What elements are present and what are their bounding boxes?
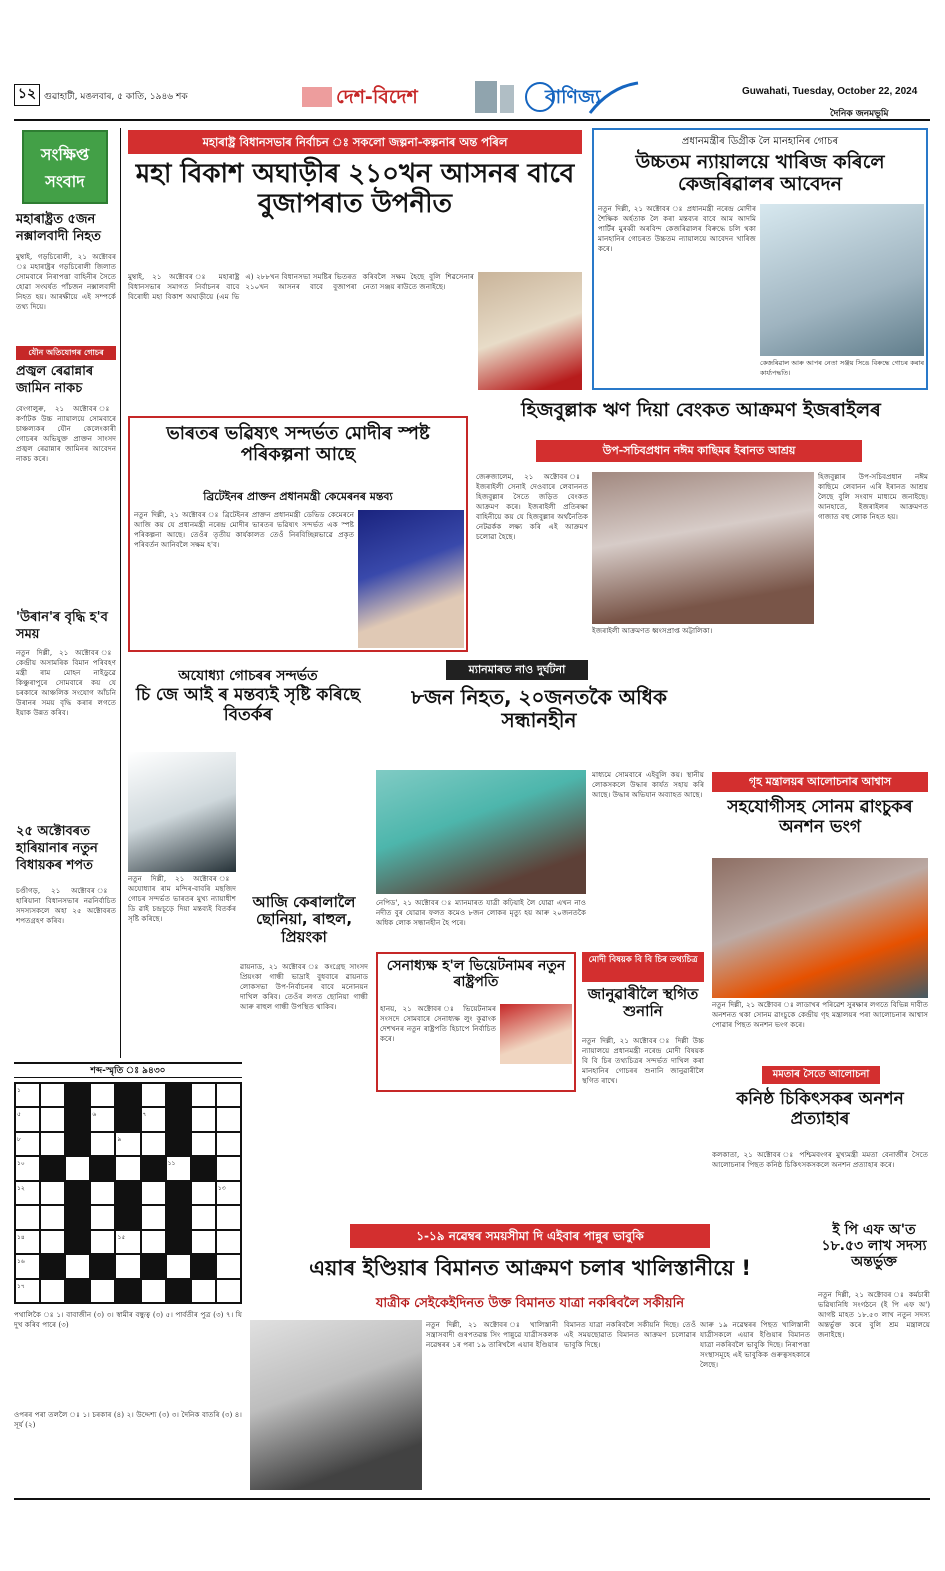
crossword-cell: ১৩ <box>216 1181 241 1205</box>
crossword-cell <box>216 1156 241 1180</box>
maharashtra-body: মুম্বাই, ২১ অক্টোবৰ ঃ মহাৰাষ্ট্ৰ বিধানসভাৰ সমাগত নিৰ্বাচনৰ বাবে বিৰোধী মহা বিকাশ অঘাড়ীয়ে (এম ভি এ) ২৮৮খন বিধানসভা সমষ্টিৰ ভিতৰত ২১০খন আসনৰ বাবে বুজাপৰা কৰিবলৈ সক্ষম হৈছে বুলি শিৱসেনাৰ নেতা সঞ্জয় ৰাউতে জনাইছে। <box>128 272 474 301</box>
vietnam-body: হানয়, ২১ অক্টোবৰ ঃ ভিয়েটনামৰ সংসদে সোমবাৰে সেনাধ্যক্ষ লুং কুৱাংক দেশখনৰ নতুন ৰাষ্ট্ৰপতি হিচাপে নিৰ্বাচিত কৰে। <box>380 1004 496 1043</box>
crossword-cell <box>90 1181 115 1205</box>
air-india-kicker: ১-১৯ নৱেম্বৰ সময়সীমা দি এইবাৰ পান্নুৰ ভাবুকি <box>350 1224 710 1248</box>
crossword-cell <box>216 1083 241 1107</box>
left-column-divider <box>120 128 121 1058</box>
brief-box-line1: সংক্ষিপ্ত <box>40 145 90 164</box>
crossword-cell <box>191 1279 216 1303</box>
doctors-body: কলকাতা, ২১ অক্টোবৰ ঃ পশ্চিমবংগৰ মুখ্যমন্ত্ৰী মমতা বেনাৰ্জীৰ সৈতে আলোচনাৰ পিছত কনিষ্ঠ চিকিৎসকসকলে অনশন প্ৰত্যাহাৰ কৰে। <box>712 1150 928 1169</box>
crossword-cell <box>115 1156 140 1180</box>
modi-headline: ভাৰতৰ ভৱিষ্যৎ সন্দৰ্ভত মোদীৰ স্পষ্ট পৰিকল্পনা আছে <box>166 423 430 465</box>
crossword-cell <box>141 1279 166 1303</box>
epf-body: নতুন দিল্লী, ২১ অক্টোবৰ ঃ কৰ্মচাৰী ভৱিষ্যনিধি সংগঠনে (ই পি এফ অ') আগষ্ট মাহত ১৮.৫৩ লাখ নতুন সদস্য অন্তৰ্ভুক্ত কৰে বুলি শ্ৰম মন্ত্ৰালয়ে জনাইছে। <box>818 1290 930 1339</box>
crossword-cell <box>141 1254 166 1278</box>
crossword-cell <box>216 1254 241 1278</box>
crossword-cell <box>90 1156 115 1180</box>
crossword-cell <box>166 1254 191 1278</box>
crossword-cell: ১ <box>15 1083 40 1107</box>
crossword-cell <box>65 1083 90 1107</box>
vietnam-headline: সেনাধ্যক্ষ হ'ল ভিয়েটনামৰ নতুন ৰাষ্ট্ৰপতি <box>386 958 566 991</box>
crossword-cell <box>40 1132 65 1156</box>
brief4-title: ২৫ অক্টোবৰত হাৰিয়ানাৰ নতুন বিধায়কৰ শপত <box>16 824 98 873</box>
crossword-cell <box>141 1083 166 1107</box>
brief4-body: চণ্ডীগড়, ২১ অক্টোবৰ ঃ হাৰিয়ানা বিধানসভাৰ নৱনিৰ্বাচিত সদস্যসকলে অহা ২৫ অক্টোবৰত শপতগ্ৰহণ কৰিব। <box>16 886 116 925</box>
crossword-cell <box>40 1230 65 1254</box>
crossword-cell: ৭ <box>141 1107 166 1131</box>
brief1-body: মুম্বাই, গড়চিৰোলী, ২১ অক্টোবৰ ঃ মহাৰাষ্ট্ৰৰ গড়চিৰোলী জিলাত সোমবাৰে নিৰাপত্তা বাহিনীৰ সৈতে হোৱা সংঘৰ্ষত পাঁচজন নক্সালবাদী নিহত হয়। আৰক্ষীয়ে এই সম্পৰ্কে তথ্য দিয়ে। <box>16 252 116 311</box>
crossword-cell <box>115 1181 140 1205</box>
crossword-cell <box>65 1156 90 1180</box>
hezbollah-body-right: হিজবুল্লাৰ উপ-সচিবপ্ৰধান নঈম কাছিমে লেবানন এৰি ইৰানত আশ্ৰয় লৈছে বুলি সংবাদ মাধ্যমে জনাইছে। আনহাতে, ইজৰাইলৰ আক্ৰমণত গাজাত বহু লোক নিহত হয়। <box>818 472 928 521</box>
crossword-cell <box>216 1107 241 1131</box>
crossword-cell <box>65 1107 90 1131</box>
crossword-clues-down: ওপৰৰ পৰা তললৈ ঃ ১। চৰকাৰ (৪) ২। উদ্দেশ্য (৩) ৩। দৈনিক বাতৰি (৩) ৪। সূৰ্য (২) <box>14 1410 242 1429</box>
kejriwal-body: নতুন দিল্লী, ২১ অক্টোবৰ ঃ প্ৰধানমন্ত্ৰী নৰেন্দ্ৰ মোদীৰ শৈক্ষিক অৰ্হতাক লৈ কৰা মন্তব্যৰ বাবে আম আদমি পাৰ্টিৰ মুৰব্বী অৰবিন্দ কেজৰিৱালৰ বিৰুদ্ধে চলি থকা মানহানিৰ গোচৰত উচ্চতম ন্যায়ালয়ে আবেদন খাৰিজ কৰে। <box>598 204 756 253</box>
crossword-cell <box>65 1254 90 1278</box>
crossword-cell <box>216 1205 241 1229</box>
myanmar-body-right: মাধ্যমে সোমবাৰে এইবুলি কয়। স্থানীয় লোকসকলে উদ্ধাৰ কাৰ্যত সহায় কৰি আছে। উদ্ধাৰ অভিযান অব্যাহত আছে। <box>592 770 704 799</box>
crossword-cell <box>216 1132 241 1156</box>
brief1-title: মহাৰাষ্ট্ৰত ৫জন নক্সালবাদী নিহত <box>16 212 101 244</box>
crossword-cell <box>166 1230 191 1254</box>
crossword-title: শব্দ-স্মৃতি ঃ ৯৪৩০ <box>14 1062 242 1078</box>
myanmar-kicker: ম্যানমাৰত নাও দুৰ্ঘটনা <box>446 660 588 680</box>
myanmar-body: নেপিড', ২১ অক্টোবৰ ঃ ম্যানমাৰত যাত্ৰী কঢ়িয়াই লৈ যোৱা এখন নাও নদীত বুৰ যোৱাৰ ফলত কমেও ৮জন লোকৰ মৃত্যু হয় আৰু ২০জনতকৈ অধিক লোক সন্ধানহীন হৈ পৰে। <box>376 898 586 927</box>
crossword-cell <box>166 1181 191 1205</box>
crossword-cell <box>166 1279 191 1303</box>
brief2-kicker: যৌন অতিযোগৰ গোচৰ <box>16 346 116 360</box>
crossword-cell <box>166 1205 191 1229</box>
crossword-cell <box>40 1107 65 1131</box>
modi-body: নতুন দিল্লী, ২১ অক্টোবৰ ঃ ব্ৰিটেইনৰ প্ৰাক্তন প্ৰধানমন্ত্ৰী ডেভিড কেমেৰনে আজি কয় যে প্ৰধানমন্ত্ৰী নৰেন্দ্ৰ মোদীৰ ভাৰতৰ ভৱিষ্যৎ সন্দৰ্ভত এক স্পষ্ট পৰিকল্পনা আছে। তেওঁৰ তৃতীয় কাৰ্যকালত তেওঁ নিৰবিচ্ছিন্নভাৱে প্ৰকৃত পৰিবৰ্তন আনিবলৈ সক্ষম হ'ব। <box>134 510 354 549</box>
crossword-cell <box>65 1132 90 1156</box>
air-india-photo <box>250 1320 422 1490</box>
crossword-cell <box>141 1205 166 1229</box>
crossword-cell: ৫ <box>15 1107 40 1131</box>
crossword-cell <box>90 1083 115 1107</box>
air-india-body-2: আৰু ১৯ নৱেম্বৰৰ পিছত খালিস্তানী যাত্ৰীসকলে এয়াৰ ইণ্ডিয়াৰ বিমানত যাত্ৰা নকৰিবলৈ ভাবুকি দিছে। নিৰাপত্তা সংস্থাসমূহে এই ভাবুকিক গুৰুত্বসহকাৰে লৈছে। <box>700 1320 810 1369</box>
modi-subhead: ব্ৰিটেইনৰ প্ৰাক্তন প্ৰধানমন্ত্ৰী কেমেৰনৰ মন্তব্য <box>203 490 393 503</box>
brief3-title: 'উৰান'ৰ বৃদ্ধি হ'ব সময় <box>16 610 108 642</box>
crossword-cell <box>65 1230 90 1254</box>
kerala-headline: আজি কেৰালালৈ ছোনিয়া, ৰাহুল, প্ৰিয়ংকা <box>252 893 356 946</box>
modi-photo <box>358 510 464 648</box>
section-title-banijya: বাণিজ্য <box>545 86 601 108</box>
maharashtra-photo <box>478 272 582 390</box>
crossword-cell <box>141 1181 166 1205</box>
crossword-cell: ৮ <box>15 1132 40 1156</box>
crossword-cell: ১০ <box>15 1156 40 1180</box>
section-masthead <box>300 77 640 117</box>
crossword-cell <box>191 1181 216 1205</box>
crossword-cell <box>65 1181 90 1205</box>
crossword-cell <box>40 1254 65 1278</box>
kejriwal-kicker: প্ৰধানমন্ত্ৰীৰ ডিগ্ৰীক লৈ মানহানিৰ গোচৰ <box>681 136 839 147</box>
crossword-cell <box>191 1254 216 1278</box>
maharashtra-kicker: মহাৰাষ্ট্ৰ বিধানসভাৰ নিৰ্বাচন ঃ সকলো জল্পনা-কল্পনাৰ অন্ত পৰিল <box>128 130 582 154</box>
crossword-cell: ৯ <box>115 1132 140 1156</box>
header-date-assamese: গুৱাহাটী, মঙলবাৰ, ৫ কাতি, ১৯৪৬ শক <box>44 92 188 102</box>
paper-name: দৈনিক জনমভূমি <box>830 109 889 119</box>
wangchuk-kicker: গৃহ মন্ত্ৰালয়ৰ আলোচনাৰ আশ্বাস <box>712 772 928 792</box>
brief3-body: নতুন দিল্লী, ২১ অক্টোবৰ ঃ কেন্দ্ৰীয় অসামৰিক বিমান পৰিবহণ মন্ত্ৰী ৰাম মোহন নাইডুৱে কিঞ্চুৰাপুৰে সোমবাৰে কয় যে চৰকাৰে আঞ্চলিক সংযোগ আঁচনি উৰানৰ সময় বৃদ্ধি কৰাৰ লগতে ইয়াক উন্নত কৰিব। <box>16 648 116 717</box>
doctors-headline: কনিষ্ঠ চিকিৎসকৰ অনশন প্ৰত্যাহাৰ <box>736 1089 904 1129</box>
section-title-desh-bidesh: দেশ-বিদেশ <box>336 86 418 108</box>
crossword-cell <box>191 1156 216 1180</box>
crossword-cell <box>191 1083 216 1107</box>
crossword-cell <box>166 1107 191 1131</box>
air-india-headline: এয়াৰ ইণ্ডিয়াৰ বিমানত আক্ৰমণ চলাৰ খালিস্তানীয়ে ! <box>309 1256 751 1280</box>
brief2-title: প্ৰজ্বল ৰেৱান্নাৰ জামিন নাকচ <box>16 364 94 396</box>
crossword-cell <box>115 1279 140 1303</box>
crossword-cell <box>90 1230 115 1254</box>
brief-box <box>22 130 108 204</box>
hezbollah-kicker: উপ-সচিবপ্ৰধান নঈম কাছিমৰ ইৰানত আশ্ৰয় <box>536 440 862 462</box>
hezbollah-photo-caption: ইজৰাইলী আক্ৰমণত ধ্বংসপ্ৰাপ্ত অট্টালিকা। <box>592 626 713 635</box>
crossword-cell: ১১ <box>166 1156 191 1180</box>
crossword-cell: ৬ <box>90 1107 115 1131</box>
header-rule <box>14 119 930 121</box>
crossword-cell <box>166 1083 191 1107</box>
ayodhya-photo <box>128 752 236 872</box>
wangchuk-headline: সহযোগীসহ সোনম ৱাংচুকৰ অনশন ভংগ <box>727 797 913 837</box>
myanmar-photo <box>376 770 586 894</box>
crossword-cell <box>115 1083 140 1107</box>
crossword-cell <box>216 1279 241 1303</box>
crossword-cell <box>115 1107 140 1131</box>
crossword-cell <box>40 1205 65 1229</box>
wangchuk-photo <box>712 858 928 998</box>
cbi-kicker: মোদী বিষয়ক বি বি চিৰ তথ্যচিত্ৰ <box>582 952 704 982</box>
air-india-body: নতুন দিল্লী, ২১ অক্টোবৰ ঃ খালিস্তানী সন্ত্ৰাসবাদী গুৰপতৱন্ত সিং পান্নুৱে যাত্ৰীসকলক নৱেম্বৰৰ ১ৰ পৰা ১৯ তাৰিখলৈ এয়াৰ ইণ্ডিয়াৰ বিমানত যাত্ৰা নকৰিবলৈ সকীয়নি দিছে। তেওঁ এই সময়ছোৱাত বিমানত আক্ৰমণ চলোৱাৰ ভাবুকি দিছে। <box>426 1320 696 1349</box>
hezbollah-photo <box>592 472 814 624</box>
header-date-english: Guwahati, Tuesday, October 22, 2024 <box>742 86 918 97</box>
ayodhya-kicker: অযোধ্যা গোচৰৰ সন্দৰ্ভত <box>178 668 318 684</box>
crossword-cell <box>115 1254 140 1278</box>
epf-headline: ই পি এফ অ'ত ১৮.৫৩ লাখ সদস্য অন্তৰ্ভুক্ত <box>821 1222 927 1271</box>
crossword-cell: ১৭ <box>15 1279 40 1303</box>
air-india-subhead: যাত্ৰীক সেইকেইদিনত উক্ত বিমানত যাত্ৰা নকৰিবলৈ সকীয়নি <box>375 1296 685 1311</box>
maharashtra-headline: মহা বিকাশ অঘাড়ীৰ ২১০খন আসনৰ বাবে বুজাপৰাত উপনীত <box>135 159 575 219</box>
crossword-cell <box>40 1279 65 1303</box>
crossword-cell <box>90 1205 115 1229</box>
brief2-body: বেংগালুৰু, ২১ অক্টোবৰ ঃ কৰ্ণাটক উচ্চ ন্যায়ালয়ে সোমবাৰে চাঞ্চল্যকৰ যৌন কেলেংকাৰী গোচৰৰ অভিযুক্ত প্ৰাক্তন সাংসদ প্ৰজ্বল ৰেৱান্নাৰ জামিনৰ আবেদন নাকচ কৰে। <box>16 404 116 463</box>
crossword-cell: ১৪ <box>15 1230 40 1254</box>
crossword-cell <box>65 1279 90 1303</box>
cbi-headline: জানুৱাৰীলৈ স্থগিত শুনানি <box>587 985 699 1021</box>
doctors-kicker: মমতাৰ সৈতে আলোচনা <box>762 1066 880 1084</box>
ayodhya-headline: চি জে আই ৰ মন্তব্যই সৃষ্টি কৰিছে বিতৰ্কৰ <box>135 685 361 725</box>
crossword-cell: ১৬ <box>15 1254 40 1278</box>
kerala-body: ৱায়নাড, ২১ অক্টোবৰ ঃ কংগ্ৰেছ সাংসদ প্ৰিয়ংকা গান্ধী ভাদ্ৰাই বুধবাৰে ৱায়নাড লোকসভা উপ-নিৰ্বাচনৰ বাবে মনোনয়ন দাখিল কৰিব। তেওঁৰ লগত ছোনিয়া গান্ধী আৰু ৰাহুল গান্ধী উপস্থিত থাকিব। <box>240 962 368 1011</box>
page-number: ১২ <box>14 84 40 106</box>
crossword-cell: ১২ <box>15 1181 40 1205</box>
myanmar-headline: ৮জন নিহত, ২০জনতকৈ অধিক সন্ধানহীন <box>411 685 667 732</box>
crossword-cell <box>40 1156 65 1180</box>
crossword-cell <box>216 1230 241 1254</box>
crossword-cell <box>141 1132 166 1156</box>
crossword-clues-across: পথালিকৈ ঃ ১। বাবাজীন (৩) ৩। স্বামীৰ বন্ধুত্ব (৩) ৫। পাৰ্বতীৰ পুত্ৰ (৩) ৭। যি দুখ কৰিব পাৰে (৩) <box>14 1310 242 1329</box>
crossword-cell <box>40 1083 65 1107</box>
crossword-cell <box>90 1132 115 1156</box>
hezbollah-body: জেৰুজালেম, ২১ অক্টোবৰ ঃ ইজৰাইলী সেনাই দেওবাৰে লেবাননত হিজবুল্লাৰ সৈতে জড়িত বেংকত আক্ৰমণ কৰে। ইজৰাইলী প্ৰতিৰক্ষা বাহিনীয়ে কয় যে হিজবুল্লাৰ অৰ্থনৈতিক নেটৱৰ্কক লক্ষ্য কৰি এই আক্ৰমণ চলোৱা হৈছে। <box>476 472 588 541</box>
ayodhya-body: নতুন দিল্লী, ২১ অক্টোবৰ ঃ অযোধ্যাৰ ৰাম মন্দিৰ-বাবৰি মছজিদ গোচৰ সন্দৰ্ভত ভাৰতৰ মুখ্য ন্যায়াধীশ ডি ৱাই চন্দ্ৰচূড়ে দিয়া মন্তব্যই বিতৰ্কৰ সৃষ্টি কৰিছে। <box>128 874 236 923</box>
hezbollah-headline: হিজবুল্লাক ঋণ দিয়া বেংকত আক্ৰমণ ইজৰাইলৰ <box>521 399 881 421</box>
crossword-cell <box>15 1205 40 1229</box>
crossword-cell <box>141 1230 166 1254</box>
wangchuk-body: নতুন দিল্লী, ২১ অক্টোবৰ ঃ লাডাখৰ পৰিৱেশ সুৰক্ষাৰ লগতে বিভিন্ন দাবীত অনশনত থকা সোনম ৱাংচুকে কেন্দ্ৰীয় গৃহ মন্ত্ৰালয়ৰ পৰা আলোচনাৰ আশ্বাস পোৱাৰ পিছত অনশন ভংগ কৰে। <box>712 1000 928 1029</box>
crossword-cell <box>191 1107 216 1131</box>
crossword-cell <box>90 1254 115 1278</box>
crossword-cell <box>141 1156 166 1180</box>
crossword-cell <box>191 1132 216 1156</box>
crossword-cell <box>166 1132 191 1156</box>
vietnam-photo <box>500 1004 572 1064</box>
kejriwal-photo-caption: কেজৰিৱাল আৰু আপৰ নেতা সঞ্জয় সিঙে বিৰুদ্ধে গোচৰ কৰাৰ কাৰ্য্যপদ্ধতি। <box>760 359 924 377</box>
crossword-cell <box>191 1230 216 1254</box>
crossword-cell: ১৫ <box>115 1230 140 1254</box>
crossword-cell <box>65 1205 90 1229</box>
cbi-body: নতুন দিল্লী, ২১ অক্টোবৰ ঃ দিল্লী উচ্চ ন্যায়ালয়ে প্ৰধানমন্ত্ৰী নৰেন্দ্ৰ মোদী বিষয়ক বি বি চিৰ তথ্যচিত্ৰৰ সন্দৰ্ভত দাখিল কৰা মানহানিৰ গোচৰৰ শুনানি জানুৱাৰীলৈ স্থগিত ৰাখে। <box>582 1036 704 1085</box>
crossword-cell <box>40 1181 65 1205</box>
kejriwal-headline: উচ্চতম ন্যায়ালয়ে খাৰিজ কৰিলে কেজৰিৱালৰ আবেদন <box>635 151 885 195</box>
crossword-grid <box>14 1082 242 1304</box>
crossword-cell <box>115 1205 140 1229</box>
crossword-cell <box>90 1279 115 1303</box>
footer-rule <box>14 1498 930 1500</box>
brief-box-line2: সংবাদ <box>45 172 85 191</box>
kejriwal-photo <box>760 204 924 356</box>
crossword-cell <box>191 1205 216 1229</box>
